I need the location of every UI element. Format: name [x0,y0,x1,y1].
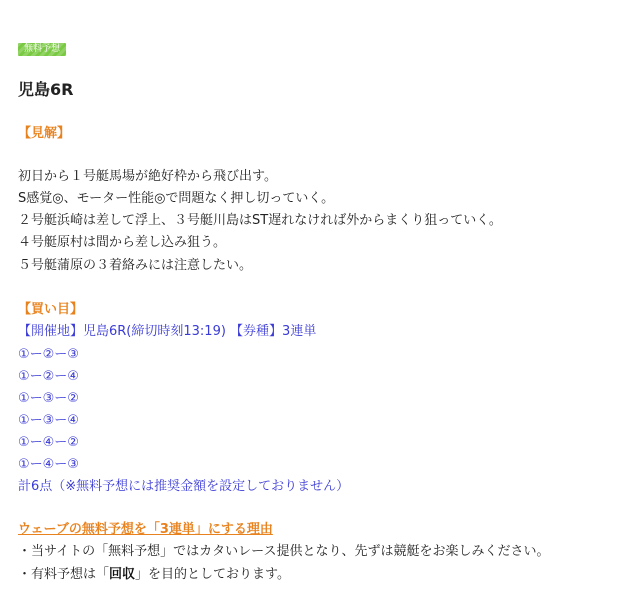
bets-heading: 【買い目】 [18,302,84,317]
bet-combo: ①ー④ー③ [18,457,79,472]
reason-suffix: 」を目的としております。 [135,567,290,582]
reason-line-paid [18,566,290,584]
opinion-line: S感覚◎、モーター性能◎で問題なく押し切っていく。 [18,191,335,206]
trifecta-reason-link[interactable]: ウェーブの無料予想を「3連単」にする理由 [18,522,273,537]
opinion-line: ２号艇浜崎は差して浮上、３号艇川島はST遅れなければ外からまくり狙っていく。 [18,213,502,228]
bet-total: 計6点（※無料予想には推奨金額を設定しておりません） [18,479,350,494]
bet-combo: ①ー③ー④ [18,413,79,428]
race-info: 【開催地】児島6R(締切時刻13:19) 【券種】3連単 [18,324,317,339]
recovery-emphasis: 回収 [109,567,136,582]
reason-line: ・当サイトの「無料予想」ではカタいレース提供となり、先ずは競艇をお楽しみください。 [18,544,550,559]
reason-prefix: ・有料予想は「 [18,567,110,582]
race-title: 児島6R [18,80,74,99]
bet-combo: ①ー②ー④ [18,369,79,384]
free-prediction-badge: 無料予想 [18,43,66,56]
opinion-line: ４号艇原村は間から差し込み狙う。 [18,235,227,250]
bet-combo: ①ー②ー③ [18,347,79,362]
bet-combo: ①ー④ー② [18,435,79,450]
opinion-heading: 【見解】 [18,126,71,141]
bet-combo: ①ー③ー② [18,391,79,406]
opinion-line: 初日から１号艇馬場が絶好枠から飛び出す。 [18,169,277,184]
opinion-line: ５号艇蒲原の３着絡みには注意したい。 [18,258,253,273]
